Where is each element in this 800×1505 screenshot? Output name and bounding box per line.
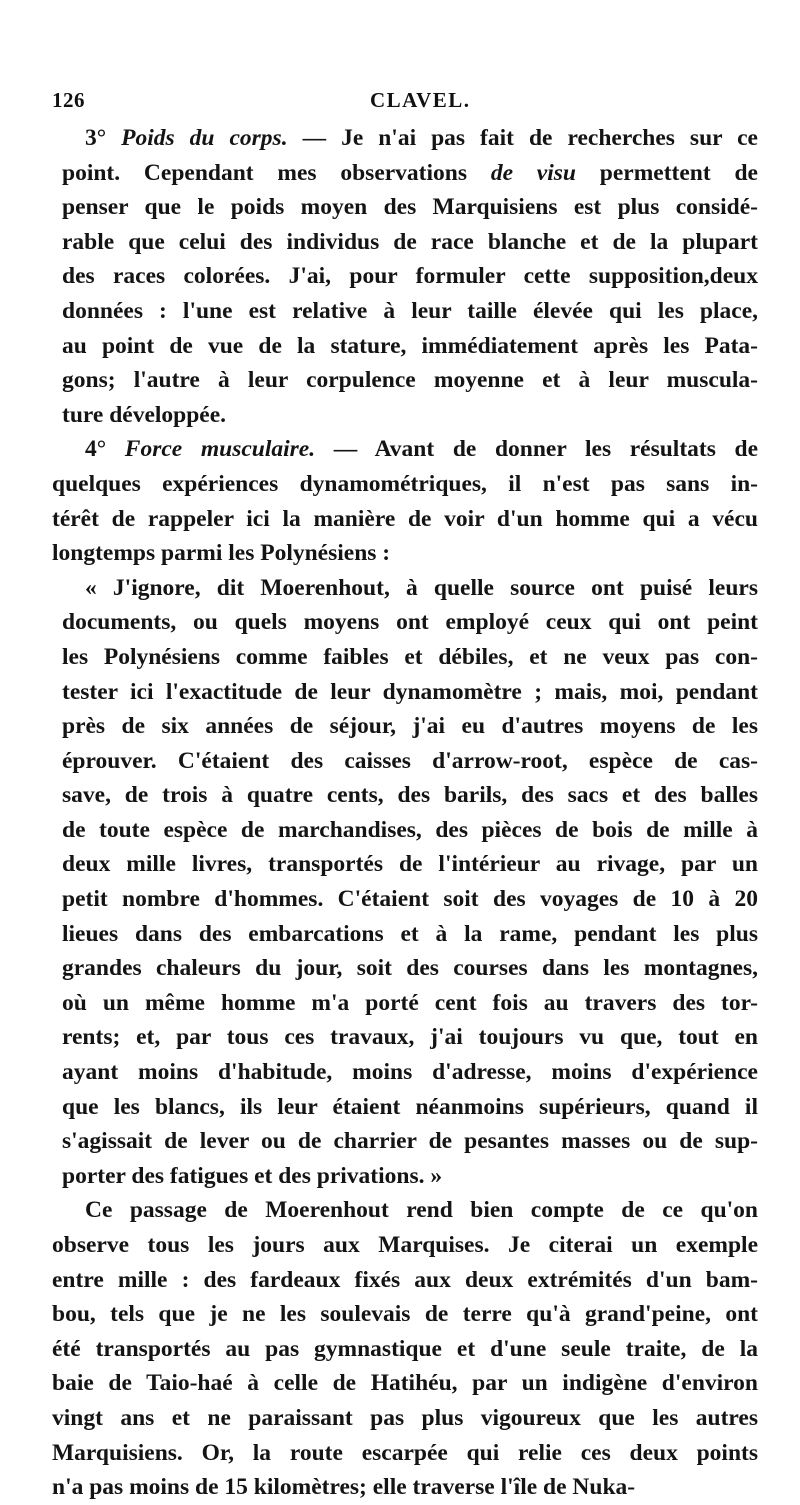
text-run: que les blancs, ils leur étaient néanmoins supérieurs, quand il bbox=[62, 1093, 758, 1120]
text-line bbox=[52, 1228, 758, 1263]
text-line bbox=[52, 571, 758, 606]
text-line bbox=[52, 1436, 758, 1471]
text-run: longtemps parmi les Polynésiens : bbox=[52, 540, 391, 567]
text-line bbox=[52, 1263, 758, 1298]
text-run: près de six années de séjour, j'ai eu d'autres moyens de les bbox=[62, 713, 758, 740]
text-line bbox=[52, 951, 758, 986]
text-line bbox=[52, 1159, 758, 1194]
text-line bbox=[52, 847, 758, 882]
running-head: CLAVEL. bbox=[370, 88, 471, 112]
text-run: observe tous les jours aux Marquises. Je citerai un exemple bbox=[52, 1232, 758, 1258]
text-run: tester ici l'exactitude de leur dynamomètre ; mais, moi, pendant bbox=[62, 678, 758, 705]
text-run: Ce passage de Moerenhout rend bien compte de ce qu'on bbox=[85, 1197, 758, 1224]
text-run: éprouver. C'étaient des caisses d'arrow-root, espèce de cas- bbox=[62, 747, 758, 774]
text-line bbox=[52, 363, 758, 398]
text-line bbox=[52, 917, 758, 952]
text-line bbox=[52, 778, 758, 813]
text-line bbox=[52, 744, 758, 779]
paragraph bbox=[52, 121, 758, 432]
text-run: — Je n'ai pas fait de recherches sur ce bbox=[287, 125, 758, 151]
page-header bbox=[52, 87, 752, 113]
text-run: 4° bbox=[85, 436, 125, 463]
text-run: point. Cependant mes observations bbox=[62, 159, 491, 186]
text-run: térêt de rappeler ici la manière de voir d'un homme qui a vécu bbox=[52, 505, 758, 532]
text-line bbox=[52, 675, 758, 710]
text-line bbox=[52, 1470, 758, 1505]
text-line bbox=[52, 1055, 758, 1090]
text-line bbox=[52, 259, 758, 294]
text-run: n'a pas moins de 15 kilomètres; elle traverse l'île de Nuka- bbox=[52, 1474, 636, 1501]
text-run: au point de vue de la stature, immédiatement après les Pata- bbox=[62, 332, 758, 359]
text-run: grandes chaleurs du jour, soit des courses dans les montagnes, bbox=[62, 955, 758, 982]
text-run: s'agissait de lever ou de charrier de pesantes masses ou de sup- bbox=[62, 1128, 758, 1155]
text-line bbox=[52, 813, 758, 848]
italic-text: Force musculaire. bbox=[124, 436, 316, 463]
italic-text: Poids du corps. bbox=[121, 125, 288, 151]
text-line bbox=[52, 1332, 758, 1367]
text-run: penser que le poids moyen des Marquisiens est plus considé- bbox=[62, 194, 758, 221]
text-line bbox=[52, 709, 758, 744]
text-run: baie de Taio-haé à celle de Hatihéu, par un indigène d'environ bbox=[52, 1370, 758, 1397]
text-run: — Avant de donner les résultats de bbox=[315, 436, 758, 463]
text-run: « J'ignore, dit Moerenhout, à quelle source ont puisé leurs bbox=[85, 574, 758, 601]
text-line bbox=[52, 502, 758, 537]
text-run: Marquisiens. Or, la route escarpée qui relie ces deux points bbox=[52, 1439, 758, 1466]
text-run: les Polynésiens comme faibles et débiles, et ne veux pas con- bbox=[62, 643, 758, 670]
text-run: deux mille livres, transportés de l'intérieur au rivage, par un bbox=[62, 851, 758, 878]
page-number: 126 bbox=[52, 88, 85, 112]
text-run: entre mille : des fardeaux fixés aux deux extrémités d'un bam- bbox=[52, 1266, 758, 1293]
text-run: où un même homme m'a porté cent fois au travers des tor- bbox=[62, 989, 758, 1016]
text-run: données : l'une est relative à leur taille élevée qui les place, bbox=[62, 297, 758, 324]
text-run: des races colorées. J'ai, pour formuler cette supposition,deux bbox=[62, 263, 758, 290]
paragraph bbox=[52, 432, 758, 570]
text-run: bou, tels que je ne les soulevais de terre qu'à grand'peine, ont bbox=[52, 1301, 758, 1328]
paragraph bbox=[52, 571, 758, 1194]
text-run: save, de trois à quatre cents, des barils, des sacs et des balles bbox=[62, 782, 758, 809]
text-run: lieues dans des embarcations et à la rame, pendant les plus bbox=[62, 920, 758, 947]
text-line bbox=[52, 156, 758, 191]
text-line bbox=[52, 1020, 758, 1055]
text-run: rable que celui des individus de race blanche et de la plupart bbox=[62, 228, 758, 255]
text-run: gons; l'autre à leur corpulence moyenne et à leur muscula- bbox=[62, 367, 758, 394]
text-line bbox=[52, 1090, 758, 1125]
text-line bbox=[52, 986, 758, 1021]
text-run: petit nombre d'hommes. C'étaient soit des voyages de 10 à 20 bbox=[62, 886, 758, 913]
text-run: de toute espèce de marchandises, des pièces de bois de mille à bbox=[62, 816, 758, 843]
text-run: quelques expériences dynamométriques, il n'est pas sans in- bbox=[52, 470, 758, 497]
text-run: porter des fatigues et des privations. » bbox=[62, 1162, 443, 1189]
text-run: rents; et, par tous ces travaux, j'ai toujours vu que, tout en bbox=[62, 1024, 758, 1051]
text-line bbox=[52, 1193, 758, 1228]
text-line bbox=[52, 882, 758, 917]
text-run: 3° bbox=[85, 125, 122, 151]
italic-text: de visu bbox=[490, 159, 576, 186]
text-line bbox=[52, 190, 758, 225]
text-line bbox=[52, 467, 758, 502]
text-line bbox=[52, 294, 758, 329]
text-line bbox=[52, 225, 758, 260]
text-run: ture développée. bbox=[62, 401, 227, 428]
text-run: permettent de bbox=[575, 159, 758, 186]
text-line bbox=[52, 1401, 758, 1436]
text-line bbox=[52, 1366, 758, 1401]
text-line bbox=[52, 536, 758, 571]
text-line bbox=[52, 605, 758, 640]
text-run: documents, ou quels moyens ont employé ceux qui ont peint bbox=[62, 609, 758, 636]
text-line bbox=[52, 1297, 758, 1332]
text-line bbox=[52, 398, 758, 433]
text-run: vingt ans et ne paraissant pas plus vigoureux que les autres bbox=[52, 1404, 758, 1431]
text-line bbox=[52, 432, 758, 467]
text-run: ayant moins d'habitude, moins d'adresse, moins d'expérience bbox=[62, 1059, 758, 1086]
text-run: été transportés au pas gymnastique et d'une seule traite, de la bbox=[52, 1335, 758, 1362]
text-line bbox=[52, 640, 758, 675]
body-text bbox=[52, 121, 758, 1505]
paragraph bbox=[52, 1193, 758, 1504]
text-line bbox=[52, 329, 758, 364]
text-line bbox=[52, 1124, 758, 1159]
text-line bbox=[52, 121, 758, 156]
